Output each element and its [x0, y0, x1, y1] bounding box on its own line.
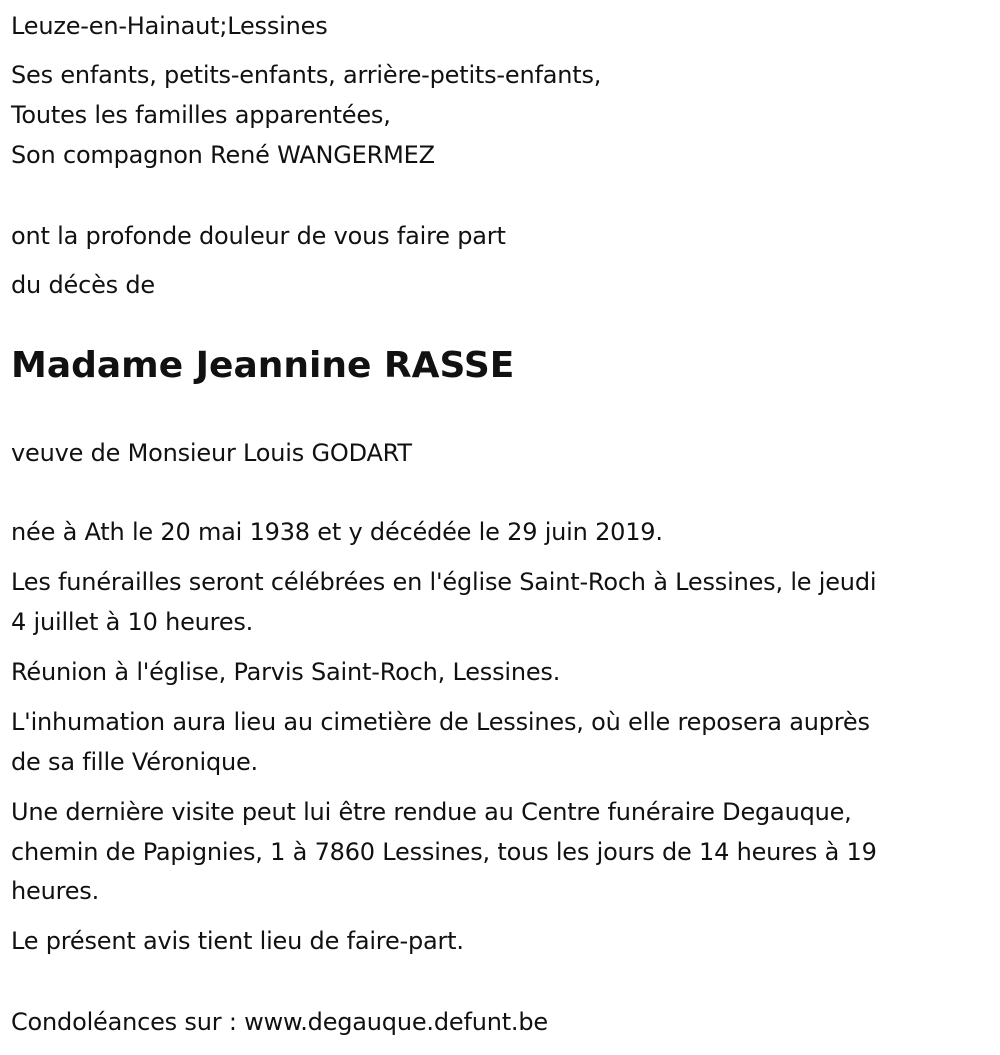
announcement-line: ont la profonde douleur de vous faire part: [11, 222, 506, 250]
widow-of-line: veuve de Monsieur Louis GODART: [11, 439, 412, 467]
visit-line: heures.: [11, 877, 100, 905]
family-line-children: Ses enfants, petits-enfants, arrière-petits-enfants,: [11, 61, 602, 89]
visit-line: chemin de Papignies, 1 à 7860 Lessines, tous les jours de 14 heures à 19: [11, 838, 877, 866]
birth-death-line: née à Ath le 20 mai 1938 et y décédée le 29 juin 2019.: [11, 518, 663, 546]
family-line-companion: Son compagnon René WANGERMEZ: [11, 141, 435, 169]
funeral-line: 4 juillet à 10 heures.: [11, 608, 254, 636]
announcement-line: du décès de: [11, 271, 155, 299]
location-line: Leuze-en-Hainaut;Lessines: [11, 12, 328, 40]
condolences-line: Condoléances sur : www.degauque.defunt.be: [11, 1008, 548, 1036]
family-line-relatives: Toutes les familles apparentées,: [11, 101, 391, 129]
notice-line: Le présent avis tient lieu de faire-part.: [11, 927, 464, 955]
meeting-line: Réunion à l'église, Parvis Saint-Roch, Lessines.: [11, 658, 561, 686]
burial-line: L'inhumation aura lieu au cimetière de Lessines, où elle reposera auprès: [11, 708, 870, 736]
visit-line: Une dernière visite peut lui être rendue au Centre funéraire Degauque,: [11, 798, 852, 826]
funeral-line: Les funérailles seront célébrées en l'église Saint-Roch à Lessines, le jeudi: [11, 568, 877, 596]
burial-line: de sa fille Véronique.: [11, 748, 258, 776]
deceased-name: Madame Jeannine RASSE: [11, 345, 515, 386]
